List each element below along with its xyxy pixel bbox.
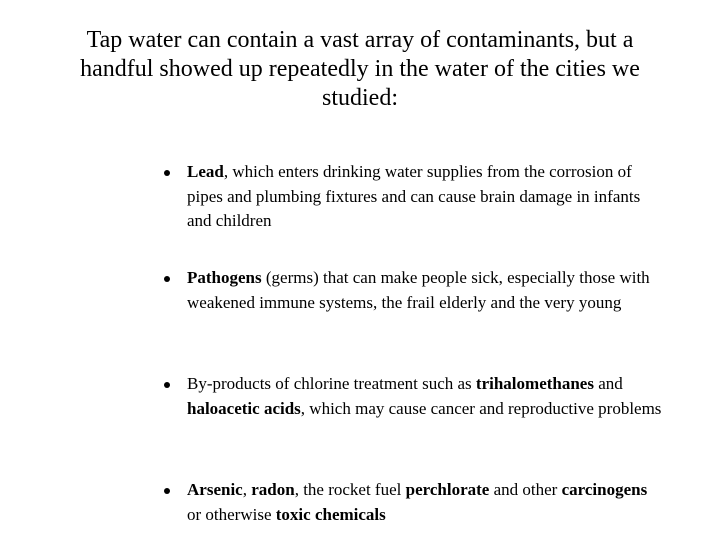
text-run: or otherwise — [187, 504, 276, 524]
text-run: , which enters drinking water supplies from the corrosion of pipes and plumbing fixtures and can cause brain damage in infants and children — [187, 162, 641, 230]
bold-term: Arsenic — [187, 480, 243, 499]
bold-term: radon — [251, 480, 295, 499]
bold-term: trihalomethanes — [475, 374, 594, 393]
bold-term: Lead — [187, 162, 224, 181]
text-run: , which may cause cancer and reproductive problems — [300, 398, 662, 418]
bullet-text — [187, 478, 664, 527]
text-run: , — [242, 480, 252, 499]
bullet-item-byproducts — [164, 372, 664, 421]
bullet-item-arsenic — [164, 478, 664, 527]
slide-title: Tap water can contain a vast array of contaminants, but a handful showed up repeatedly in the water of the cities we studied: — [80, 27, 640, 111]
text-run: , the rocket fuel — [294, 480, 406, 499]
bold-term: toxic chemicals — [275, 504, 386, 524]
bullet-text — [187, 372, 664, 421]
bullet-dot-icon — [164, 276, 170, 282]
bullet-item-pathogens — [164, 266, 664, 315]
bold-term: carcinogens — [561, 480, 648, 499]
bullet-dot-icon — [164, 382, 170, 388]
bullet-dot-icon — [164, 170, 170, 176]
bold-term: perchlorate — [405, 480, 490, 499]
text-run: By-products of chlorine treatment such as — [187, 374, 476, 393]
text-run: (germs) that can make people sick, especially those with weakened immune systems, the frail elderly and the very young — [187, 268, 650, 312]
text-run: and — [593, 374, 623, 393]
bullet-text — [187, 160, 664, 234]
bold-term: haloacetic acids — [187, 398, 301, 418]
bold-term: Pathogens — [187, 268, 262, 287]
bullet-dot-icon — [164, 488, 170, 494]
text-run: and other — [489, 480, 562, 499]
bullet-item-lead — [164, 160, 664, 234]
bullet-text — [187, 266, 664, 315]
